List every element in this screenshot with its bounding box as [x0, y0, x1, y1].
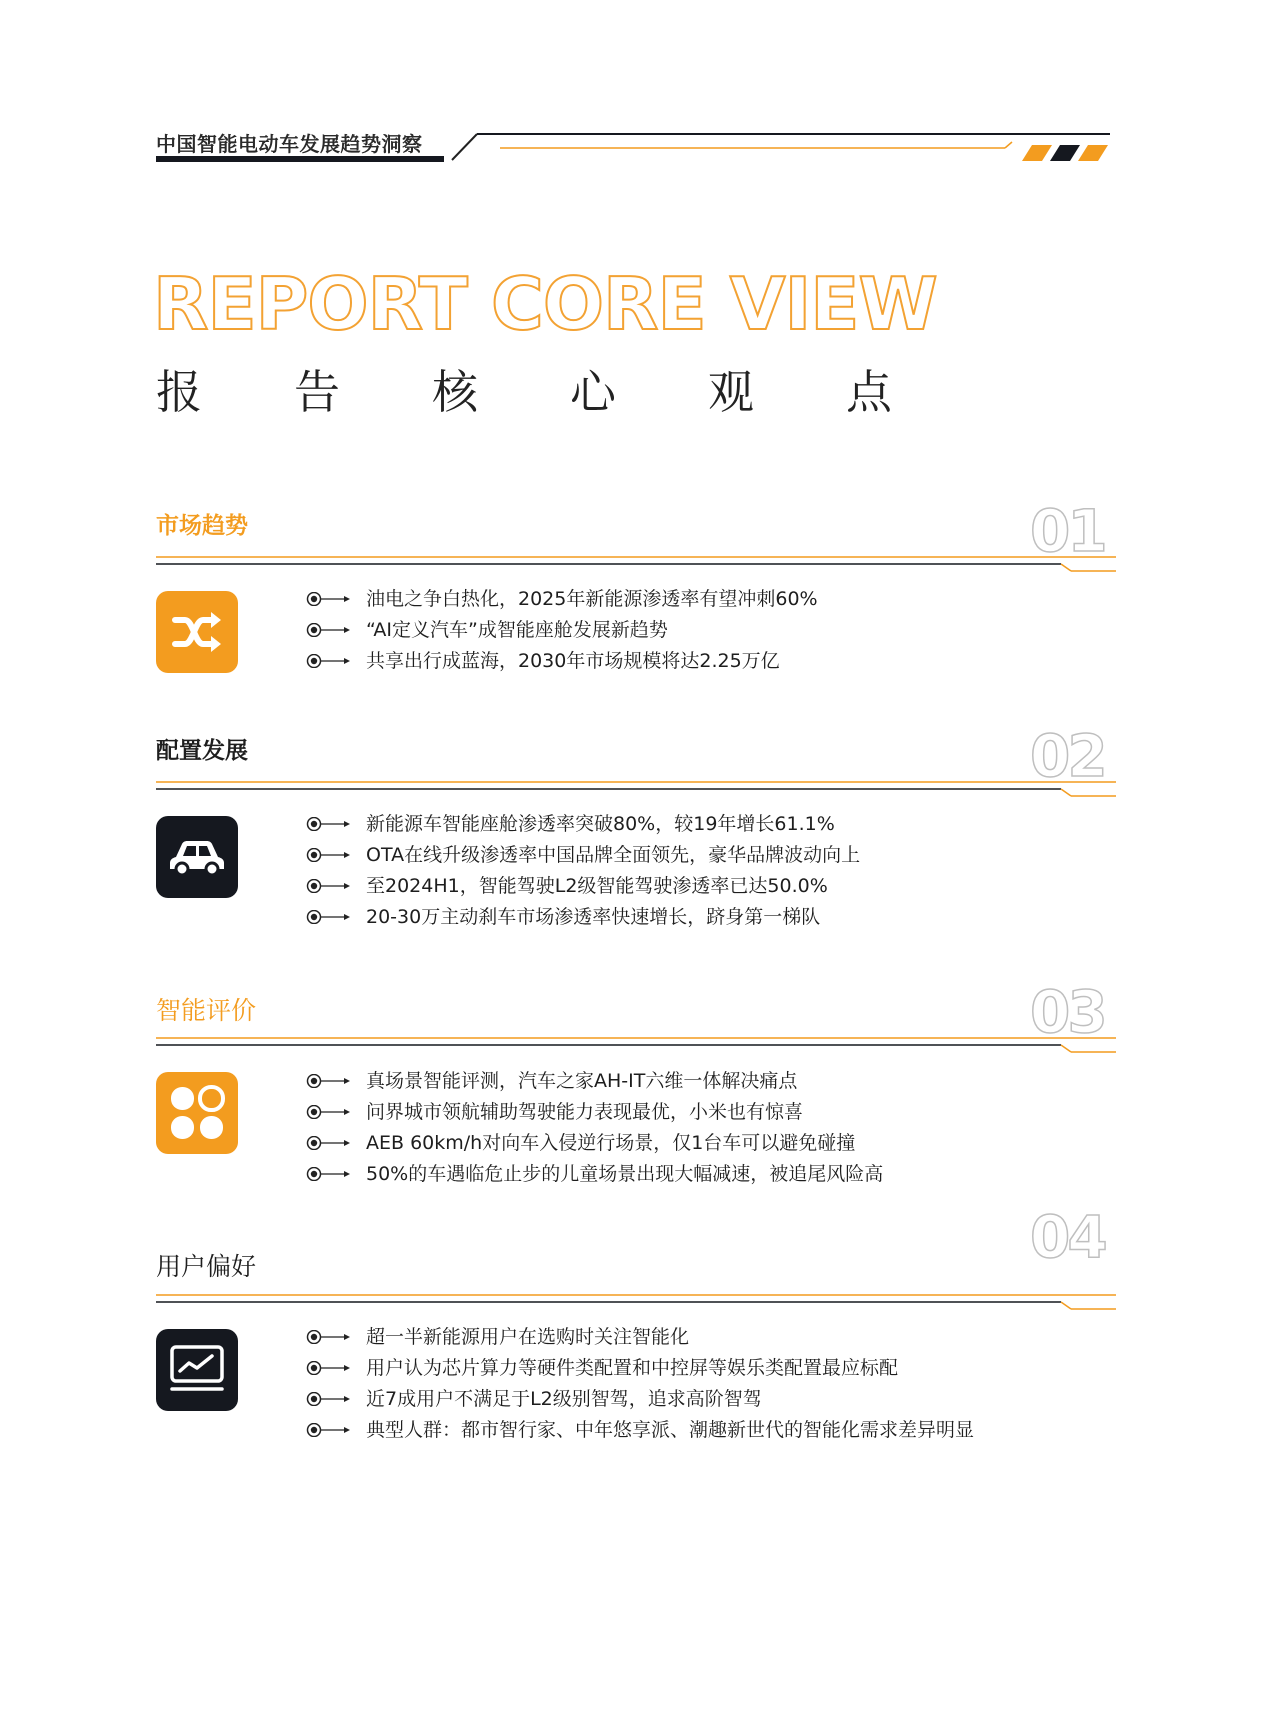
- report-header-title: 中国智能电动车发展趋势洞察: [156, 132, 423, 156]
- section-number: 04: [1030, 1203, 1105, 1271]
- bullet-arrow-icon: [306, 1167, 350, 1181]
- bullet-arrow-icon: [306, 1105, 350, 1119]
- core-view-char: 核: [432, 365, 478, 419]
- bullet-arrow-icon: [306, 1136, 350, 1150]
- bullet-arrow-icon: [306, 1330, 350, 1344]
- core-view-char: 告: [294, 365, 340, 419]
- section-number: 01: [1030, 497, 1105, 565]
- chart-monitor-icon: [156, 1329, 238, 1411]
- section-title-market-trend: 市场趋势: [156, 513, 248, 539]
- section-divider: [156, 777, 1116, 797]
- header-decoration: [0, 0, 1275, 200]
- bullet-arrow-icon: [306, 1361, 350, 1375]
- section-title-smart-evaluation: 智能评价: [156, 996, 257, 1025]
- section-divider: [156, 1290, 1116, 1310]
- apps-grid-icon: [156, 1072, 238, 1154]
- core-view-char: 心: [570, 365, 616, 419]
- bullet-arrow-icon: [306, 910, 350, 924]
- bullet-arrow-icon: [306, 817, 350, 831]
- core-view-char: 点: [846, 365, 892, 419]
- section-divider: [156, 1033, 1116, 1053]
- section-title-user-preference: 用户偏好: [156, 1252, 257, 1281]
- section-title-config-development: 配置发展: [156, 738, 248, 764]
- core-view-title-en: REPORT CORE VIEW: [153, 262, 937, 346]
- bullet-arrow-icon: [306, 1423, 350, 1437]
- section-number: 02: [1030, 722, 1105, 790]
- section-divider: [156, 552, 1116, 572]
- bullet-arrow-icon: [306, 654, 350, 668]
- bullet-arrow-icon: [306, 879, 350, 893]
- bullet-arrow-icon: [306, 1392, 350, 1406]
- bullet-arrow-icon: [306, 1074, 350, 1088]
- bullet-arrow-icon: [306, 592, 350, 606]
- car-icon: [156, 816, 238, 898]
- core-view-char: 观: [708, 365, 754, 419]
- core-view-title-zh: [156, 356, 896, 419]
- bullet-arrow-icon: [306, 848, 350, 862]
- bullet-arrow-icon: [306, 623, 350, 637]
- section-number: 03: [1030, 978, 1105, 1046]
- core-view-char: 报: [156, 365, 202, 419]
- shuffle-icon: [156, 591, 238, 673]
